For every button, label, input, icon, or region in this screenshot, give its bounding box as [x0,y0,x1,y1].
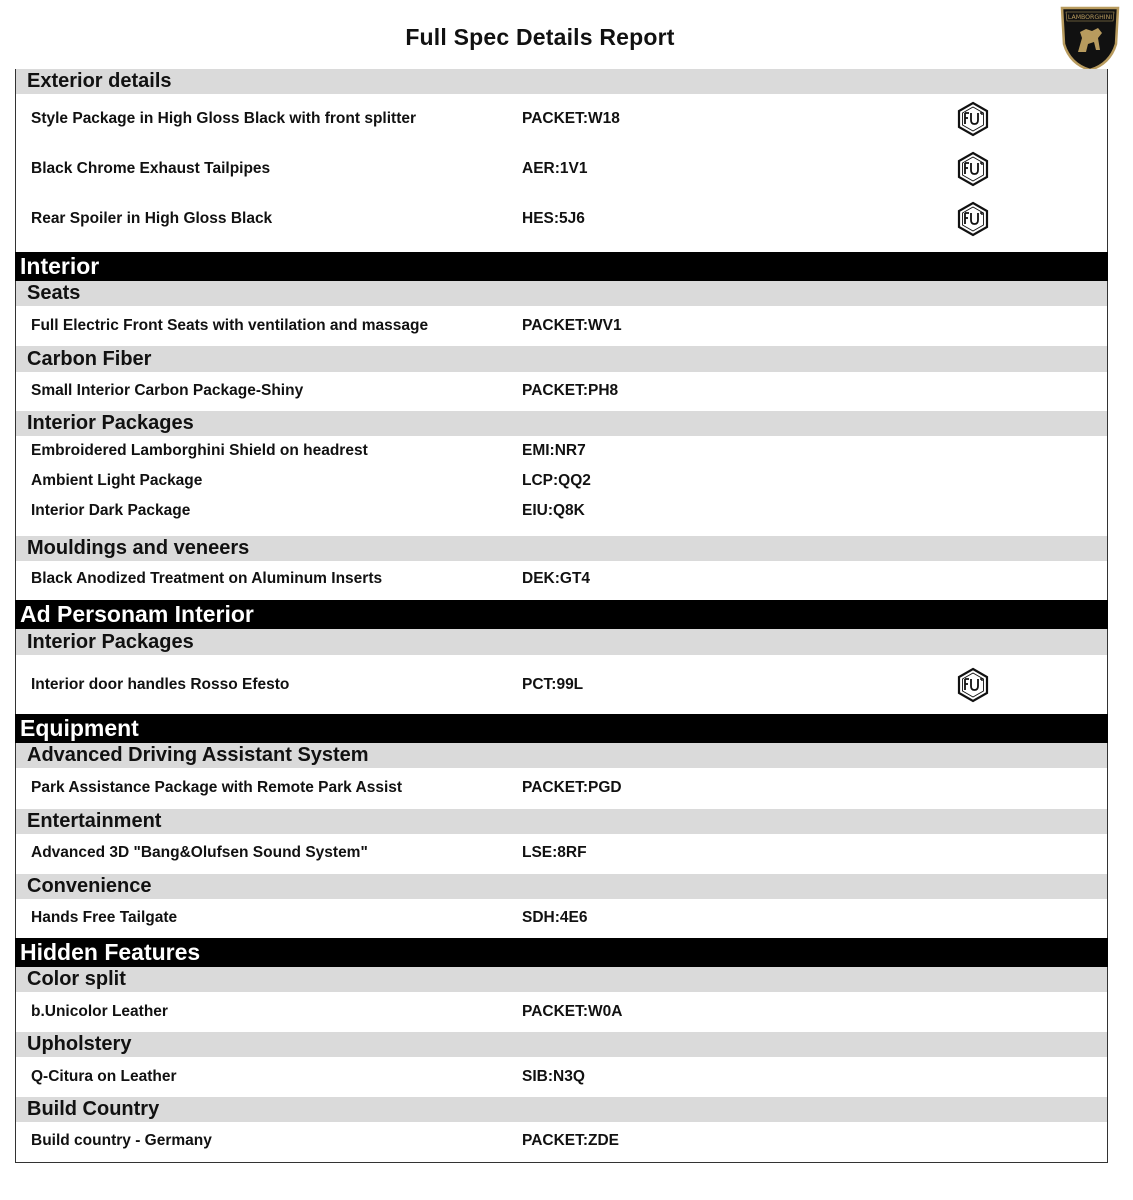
option-code: SIB:N3Q [522,1068,585,1085]
option-code: PACKET:PH8 [522,382,619,399]
subsection-header: Upholstery [16,1032,1107,1057]
spec-item-row [16,496,1107,526]
subsection-header: Interior Packages [16,411,1107,436]
lamborghini-logo [1058,4,1122,72]
subsection-header: Carbon Fiber [16,346,1107,372]
option-code: EMI:NR7 [522,442,586,459]
option-code: AER:1V1 [522,160,588,177]
spec-item-row [16,94,1107,144]
section-header: Equipment [15,714,1108,743]
report-title: Full Spec Details Report [405,24,675,50]
fu-hexagon-icon [956,201,990,237]
option-code: PCT:99L [522,675,584,693]
subsection-header: Exterior details [16,69,1107,94]
spec-item-row [16,655,1107,714]
section-header: Ad Personam Interior [15,600,1108,629]
fu-hexagon-icon [956,101,990,137]
option-name: Interior door handles Rosso Efesto [31,675,290,693]
spec-item-row [16,559,1107,599]
option-name: Embroidered Lamborghini Shield on headrest [31,442,368,459]
fu-hexagon-icon [956,151,990,187]
subsection-header: Color split [16,967,1107,992]
section-header: Interior [15,252,1108,281]
option-name: b.Unicolor Leather [31,1003,168,1020]
spec-item-row [16,466,1107,496]
section-header: Hidden Features [15,938,1108,967]
option-code: SDH:4E6 [522,909,588,926]
spec-item-row [16,436,1107,466]
spec-report-table [15,69,1108,1163]
option-name: Q-Citura on Leather [31,1068,177,1085]
option-name: Advanced 3D "Bang&Olufsen Sound System" [31,844,368,861]
spec-item-row [16,371,1107,411]
option-name: Black Chrome Exhaust Tailpipes [31,160,271,177]
option-code: DEK:GT4 [522,570,591,587]
fu-hexagon-icon [956,667,990,703]
spec-item-row [16,992,1107,1032]
subsection-header: Convenience [16,874,1107,899]
option-code: LSE:8RF [522,844,587,861]
subsection-header: Advanced Driving Assistant System [16,743,1107,768]
option-name: Style Package in High Gloss Black with front splitter [31,110,417,127]
spec-item-row [16,898,1107,938]
option-code: PACKET:ZDE [522,1132,620,1149]
spec-item-row [16,194,1107,243]
option-code: EIU:Q8K [522,502,585,519]
option-code: PACKET:PGD [522,779,622,796]
subsection-header: Mouldings and veneers [16,536,1107,561]
option-name: Ambient Light Package [31,472,203,489]
option-code: HES:5J6 [522,209,585,227]
subsection-header: Seats [16,281,1107,306]
subsection-header: Interior Packages [16,629,1107,655]
spec-item-row [16,1057,1107,1097]
spec-item-row [16,768,1107,808]
option-code: PACKET:WV1 [522,317,622,334]
option-code: PACKET:W0A [522,1003,623,1020]
option-name: Full Electric Front Seats with ventilation and massage [31,317,429,334]
option-name: Rear Spoiler in High Gloss Black [31,209,273,227]
option-code: LCP:QQ2 [522,472,591,489]
option-name: Hands Free Tailgate [31,909,178,926]
option-name: Park Assistance Package with Remote Park Assist [31,779,403,796]
spec-item-row [16,833,1107,873]
spec-item-row [16,306,1107,346]
spec-item-row [16,1121,1107,1161]
subsection-header: Entertainment [16,809,1107,834]
option-code: PACKET:W18 [522,110,620,127]
subsection-header: Build Country [16,1097,1107,1122]
option-name: Black Anodized Treatment on Aluminum Inserts [31,570,383,587]
option-name: Build country - Germany [31,1132,212,1149]
option-name: Interior Dark Package [31,502,191,519]
logo-text: LAMBORGHINI [1067,14,1113,21]
spec-item-row [16,144,1107,194]
option-name: Small Interior Carbon Package-Shiny [31,382,304,399]
